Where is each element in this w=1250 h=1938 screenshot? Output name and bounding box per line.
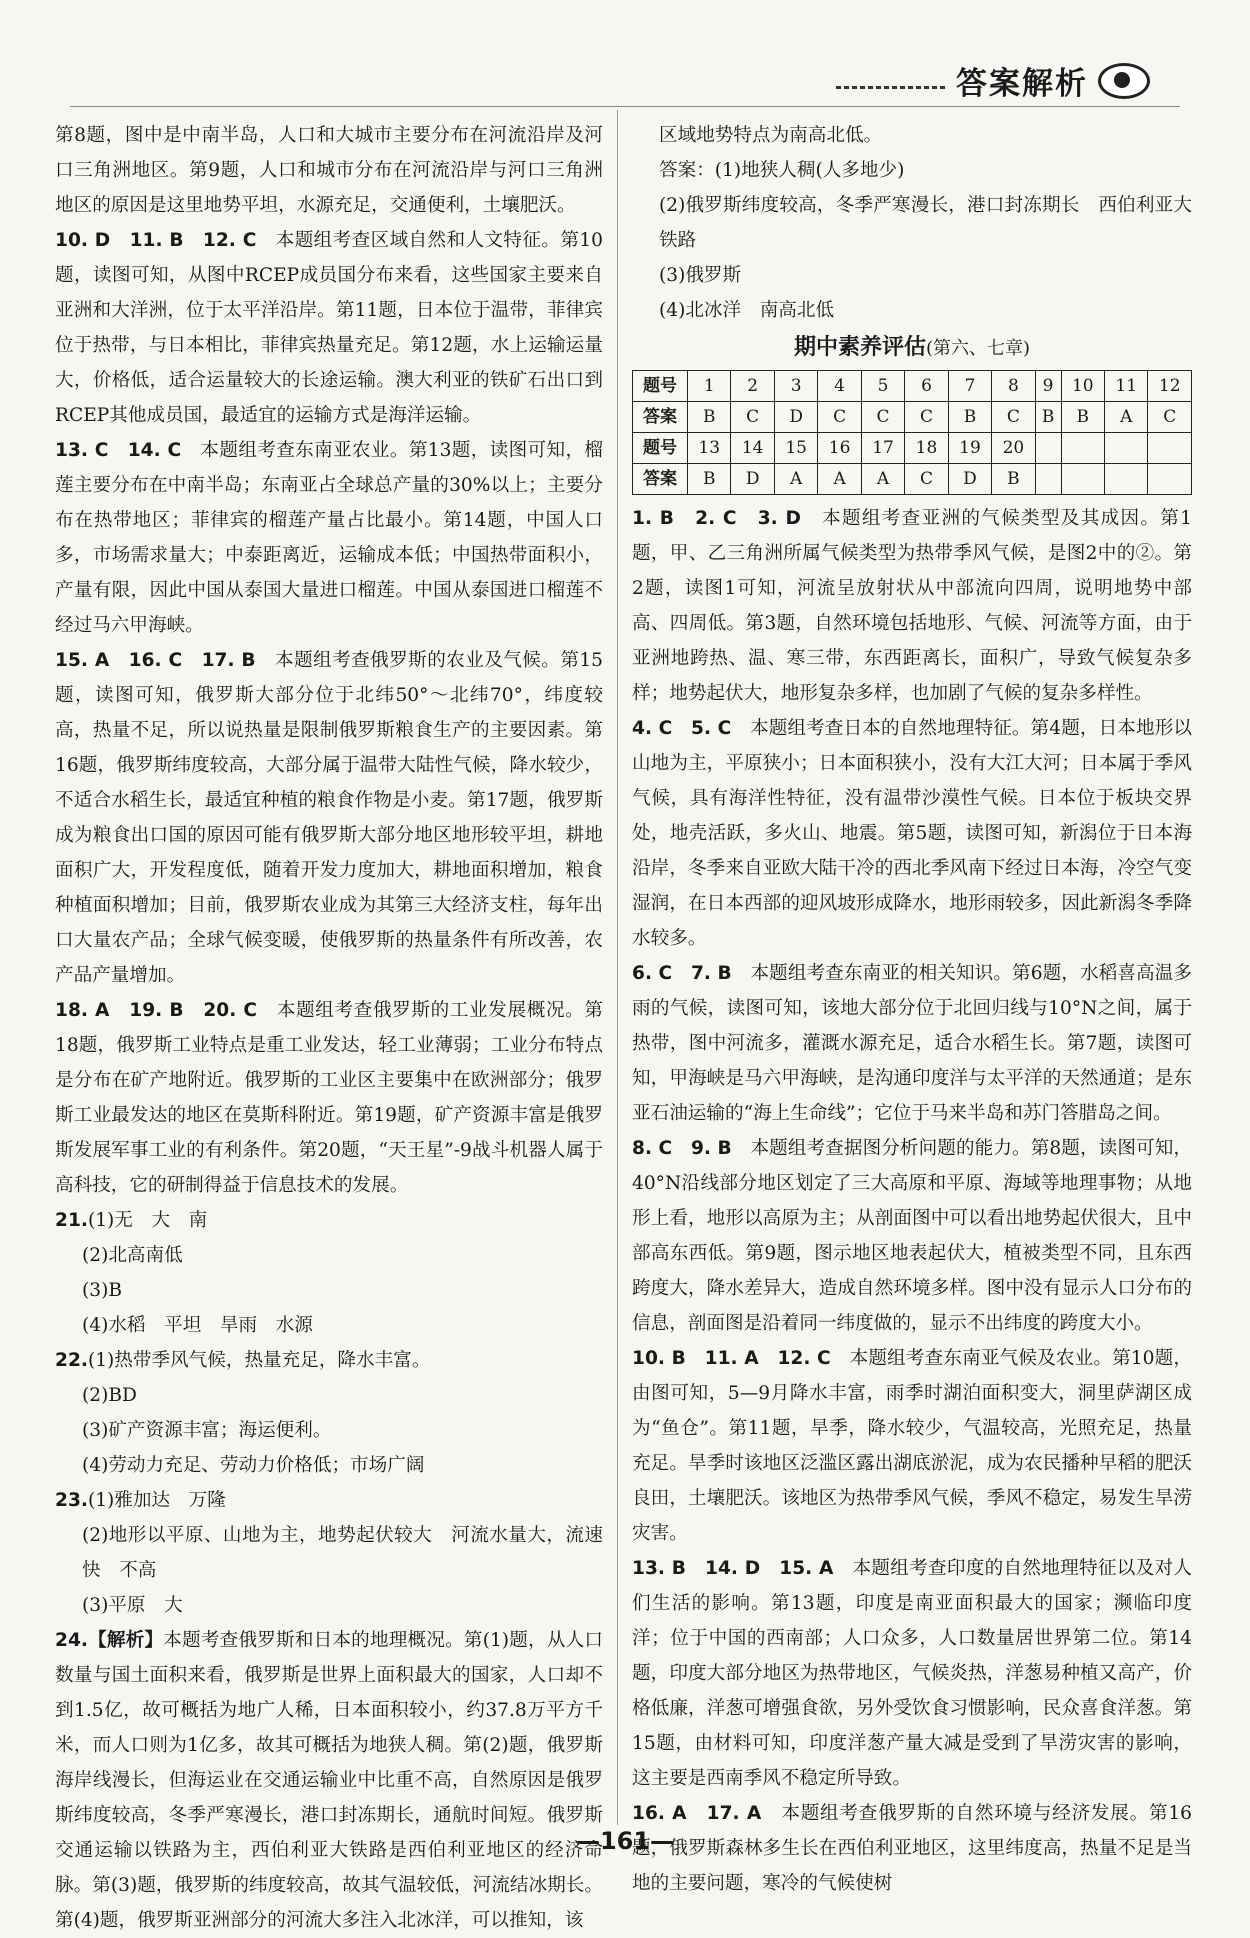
answer-paragraph (632, 153, 1192, 188)
table-cell: C (905, 464, 948, 495)
table-cell: B (1035, 402, 1061, 433)
answer-text: (2)BD (82, 1385, 137, 1406)
table-cell: C (861, 402, 904, 433)
right-column (632, 118, 1192, 1901)
answer-text: 本题组考查俄罗斯的工业发展概况。第18题，俄罗斯工业特点是重工业发达，轻工业薄弱；工业分布特点是分布在矿产地附近。俄罗斯的工业区主要集中在欧洲部分；俄罗斯工业最发达的地区在莫斯科附近。第19题，矿产资源丰富是俄罗斯发展军事工业的有利条件。第20题，“天王星”-9战斗机器人属于高科技，它的研制得益于信息技术的发展。 (55, 1000, 603, 1196)
question-number: 16. A 17. A (632, 1803, 762, 1824)
answer-text: 本题组考查东南亚气候及农业。第10题，由图可知，5—9月降水丰富，雨季时湖泊面积变大，洞里萨湖区成为“鱼仓”。第11题，旱季，降水较少，气温较高，光照充足，热量充足。旱季时该地区泛滥区露出湖底淤泥，成为农民播种早稻的肥沃良田，土壤肥沃。该地区为热带季风气候，季风不稳定，易发生旱涝灾害。 (632, 1348, 1192, 1544)
answer-table (632, 370, 1192, 495)
header-decoration (836, 86, 946, 89)
column-divider (617, 110, 618, 1825)
table-cell (1035, 464, 1061, 495)
table-cell: C (731, 402, 774, 433)
table-cell: C (905, 402, 948, 433)
question-number: 22. (55, 1350, 88, 1371)
table-cell: 14 (731, 433, 774, 464)
question-number: 10. B 11. A 12. C (632, 1348, 831, 1369)
table-row (633, 464, 1192, 495)
answer-paragraph (632, 293, 1192, 328)
answer-paragraph (55, 1588, 603, 1623)
answer-paragraph (55, 223, 603, 433)
table-cell: A (818, 464, 861, 495)
question-number: 21. (55, 1210, 88, 1231)
table-cell: 5 (861, 371, 904, 402)
answer-text: (1)雅加达 万隆 (87, 1490, 226, 1511)
table-cell: C (818, 402, 861, 433)
table-cell: C (1148, 402, 1192, 433)
table-cell: B (992, 464, 1035, 495)
answer-paragraph (55, 1238, 603, 1273)
answer-paragraph (55, 433, 603, 643)
table-cell: 18 (905, 433, 948, 464)
table-cell: B (688, 464, 731, 495)
answer-paragraph (632, 711, 1192, 956)
table-cell: B (948, 402, 991, 433)
answer-text: (3)俄罗斯 (659, 265, 742, 286)
table-cell: 10 (1061, 371, 1104, 402)
question-number: 18. A 19. B 20. C (55, 1000, 258, 1021)
answer-text: 本题组考查据图分析问题的能力。第8题，读图可知，40°N沿线部分地区划定了三大高原和平原、海域等地理事物；从地形上看，地形以高原为主；从剖面图中可以看出地势起伏很大，且中部高东西低。第9题，图示地区地表起伏大，植被类型不同，且东西跨度大，降水差异大，造成自然环境多样。图中没有显示人口分布的信息，剖面图是沿着同一纬度做的，显示不出纬度的跨度大小。 (632, 1138, 1192, 1334)
table-cell: 7 (948, 371, 991, 402)
table-cell (1104, 464, 1147, 495)
question-number: 24.【解析】 (55, 1630, 164, 1651)
page-header (836, 58, 1150, 103)
table-cell (1148, 464, 1192, 495)
answer-paragraph (55, 1378, 603, 1413)
question-number: 13. B 14. D 15. A (632, 1558, 834, 1579)
left-column (55, 118, 603, 1938)
answer-text: 本题组考查东南亚的相关知识。第6题，水稻喜高温多雨的气候，读图可知，该地大部分位于北回归线与10°N之间，属于热带，图中河流多，灌溉水源充足，适合水稻生长。第7题，读图可知，甲海峡是马六甲海峡，是沟通印度洋与太平洋的天然通道；是东亚石油运输的“海上生命线”；它位于马来半岛和苏门答腊岛之间。 (632, 963, 1192, 1124)
table-cell: 20 (992, 433, 1035, 464)
page-number: —161— (575, 1827, 675, 1855)
answer-text: 本题组考查俄罗斯的农业及气候。第15题，读图可知，俄罗斯大部分位于北纬50°～北纬70°，纬度较高，热量不足，所以说热量是限制俄罗斯粮食生产的主要因素。第16题，俄罗斯纬度较高，大部分属于温带大陆性气候，降水较少，不适合水稻生长，最适宜种植的粮食作物是小麦。第17题，俄罗斯成为粮食出口国的原因可能有俄罗斯大部分地区地形较平坦，耕地面积广大，开发程度低，随着开发力度加大，耕地面积增加，粮食种植面积增加；目前，俄罗斯农业成为其第三大经济支柱，每年出口大量农产品；全球气候变暖，使俄罗斯的热量条件有所改善，农产品产量增加。 (55, 650, 603, 986)
answer-paragraph (55, 1203, 603, 1238)
row-label: 题号 (633, 371, 688, 402)
answer-text: (1)热带季风气候，热量充足，降水丰富。 (87, 1350, 431, 1371)
table-cell (1061, 464, 1104, 495)
table-row (633, 371, 1192, 402)
answer-paragraph (55, 993, 603, 1203)
header-rule (70, 106, 1180, 107)
table-cell: 19 (948, 433, 991, 464)
question-number: 6. C 7. B (632, 963, 732, 984)
answer-text: (4)北冰洋 南高北低 (659, 300, 835, 321)
answer-text: 本题组考查东南亚农业。第13题，读图可知，榴莲主要分布在中南半岛；东南亚占全球总产量的30%以上；主要分布在热带地区；菲律宾的榴莲产量占比最小。第14题，中国人口多，市场需求量大；中泰距离近，运输成本低；中国热带面积小，产量有限，因此中国从泰国大量进口榴莲。中国从泰国进口榴莲不经过马六甲海峡。 (55, 440, 603, 636)
right-body (632, 501, 1192, 1901)
answer-paragraph (632, 188, 1192, 258)
answer-paragraph (55, 1448, 603, 1483)
question-number: 10. D 11. B 12. C (55, 230, 257, 251)
answer-text: (3)B (82, 1280, 123, 1301)
answer-paragraph (55, 1623, 603, 1938)
table-cell: 16 (818, 433, 861, 464)
answer-text: (2)俄罗斯纬度较高，冬季严寒漫长，港口封冻期长 西伯利亚大铁路 (659, 195, 1192, 251)
answer-text: (2)地形以平原、山地为主，地势起伏较大 河流水量大，流速快 不高 (82, 1525, 603, 1581)
answer-text: 本题考查俄罗斯和日本的地理概况。第(1)题，从人口数量与国土面积来看，俄罗斯是世界上面积最大的国家，人口却不到1.5亿，故可概括为地广人稀，日本面积较小，约37.8万平方千米，而人口则为1亿多，故其可概括为地狭人稠。第(2)题，俄罗斯海岸线漫长，但海运业在交通运输业中比重不高，自然原因是俄罗斯纬度较高，冬季严寒漫长，港口封冻期长，通航时间短。俄罗斯交通运输以铁路为主，西伯利亚大铁路是西伯利亚地区的经济命脉。第(3)题，俄罗斯的纬度较高，故其气温较低，河流结冰期长。第(4)题，俄罗斯亚洲部分的河流大多注入北冰洋，可以推知，该 (55, 1630, 603, 1931)
answer-text: (4)劳动力充足、劳动力价格低；市场广阔 (82, 1455, 425, 1476)
table-cell: A (861, 464, 904, 495)
answer-text: 本题组考查亚洲的气候类型及其成因。第1题，甲、乙三角洲所属气候类型为热带季风气候，是图2中的②。第2题，读图1可知，河流呈放射状从中部流向四周，说明地势中部高、四周低。第3题，自然环境包括地形、气候、河流等方面，由于亚洲地跨热、温、寒三带，东西距离长，面积广，导致气候复杂多样；地势起伏大，地形复杂多样，也加剧了气候的复杂多样性。 (632, 508, 1192, 704)
answer-paragraph (632, 501, 1192, 711)
table-cell (1035, 433, 1061, 464)
answer-text: (4)水稻 平坦 旱雨 水源 (82, 1315, 313, 1336)
table-cell: 6 (905, 371, 948, 402)
table-cell: 9 (1035, 371, 1061, 402)
answer-text: (3)平原 大 (82, 1595, 183, 1616)
table-cell: 12 (1148, 371, 1192, 402)
table-cell: B (1061, 402, 1104, 433)
answer-paragraph (632, 956, 1192, 1131)
table-cell: B (688, 402, 731, 433)
table-cell: 2 (731, 371, 774, 402)
table-cell (1104, 433, 1147, 464)
table-cell: D (948, 464, 991, 495)
table-cell: C (992, 402, 1035, 433)
table-cell: A (774, 464, 817, 495)
table-cell: 15 (774, 433, 817, 464)
answer-text: 本题组考查印度的自然地理特征以及对人们生活的影响。第13题，印度是南亚面积最大的国家；濒临印度洋；位于中国的西南部；人口众多，人口数量居世界第二位。第14题，印度大部分地区为热带地区，气候炎热，洋葱易种植又高产，价格低廉，洋葱可增强食欲，另外受饮食习惯影响，民众喜食洋葱。第15题，由材料可知，印度洋葱产量大减是受到了旱涝灾害的影响，这主要是西南季风不稳定所导致。 (632, 1558, 1192, 1789)
question-number: 4. C 5. C (632, 718, 732, 739)
answer-paragraph (55, 1343, 603, 1378)
answer-paragraph (55, 1273, 603, 1308)
table-cell: D (731, 464, 774, 495)
answer-text: 本题组考查区域自然和人文特征。第10题，读图可知，从图中RCEP成员国分布来看，这些国家主要来自亚洲和大洋洲，位于太平洋沿岸。第11题，日本位于温带，菲律宾位于热带，与日本相比，菲律宾热量充足。第12题，水上运输运量大，价格低，适合运量较大的长途运输。澳大利亚的铁矿石出口到RCEP其他成员国，最适宜的运输方式是海洋运输。 (55, 230, 603, 426)
answer-paragraph (632, 118, 1192, 153)
answer-paragraph (55, 1308, 603, 1343)
answer-paragraph (632, 1131, 1192, 1341)
header-title: 答案解析 (956, 66, 1088, 102)
exam-title: 期中素养评估(第六、七章) (793, 335, 1031, 360)
table-cell: 17 (861, 433, 904, 464)
question-number: 15. A 16. C 17. B (55, 650, 256, 671)
answer-paragraph (55, 1518, 603, 1588)
answer-text: (2)北高南低 (82, 1245, 183, 1266)
answer-text: 区域地势特点为南高北低。 (659, 125, 883, 146)
table-cell: A (1104, 402, 1147, 433)
question-number: 23. (55, 1490, 88, 1511)
table-cell: 13 (688, 433, 731, 464)
answer-paragraph (55, 1413, 603, 1448)
table-row (633, 433, 1192, 464)
table-cell: 3 (774, 371, 817, 402)
answer-text: (3)矿产资源丰富；海运便利。 (82, 1420, 332, 1441)
answer-text: (1)无 大 南 (87, 1210, 208, 1231)
answer-paragraph (55, 1483, 603, 1518)
answer-text: 本题组考查俄罗斯的自然环境与经济发展。第16题，俄罗斯森林多生长在西伯利亚地区，这里纬度高，热量不足是当地的主要问题，寒冷的气候使树 (632, 1803, 1192, 1894)
question-number: 1. B 2. C 3. D (632, 508, 801, 529)
table-cell: D (774, 402, 817, 433)
table-cell: 4 (818, 371, 861, 402)
answer-paragraph (632, 258, 1192, 293)
answer-paragraph (632, 1551, 1192, 1796)
right-top-answers (632, 118, 1192, 328)
row-label: 题号 (633, 433, 688, 464)
answer-text: 答案：(1)地狭人稠(人多地少) (659, 160, 905, 181)
answer-paragraph (55, 643, 603, 993)
question-number: 8. C 9. B (632, 1138, 732, 1159)
answer-text: 第8题，图中是中南半岛，人口和大城市主要分布在河流沿岸及河口三角洲地区。第9题，人口和城市分布在河流沿岸与河口三角洲地区的原因是这里地势平坦，水源充足，交通便利，土壤肥沃。 (55, 125, 603, 216)
row-label: 答案 (633, 464, 688, 495)
table-cell: 1 (688, 371, 731, 402)
answer-paragraph (632, 1341, 1192, 1551)
answer-paragraph (55, 118, 603, 223)
row-label: 答案 (633, 402, 688, 433)
table-cell (1148, 433, 1192, 464)
table-cell: 8 (992, 371, 1035, 402)
eye-logo-icon (1098, 63, 1150, 99)
table-row (633, 402, 1192, 433)
question-number: 13. C 14. C (55, 440, 182, 461)
table-cell (1061, 433, 1104, 464)
table-cell: 11 (1104, 371, 1147, 402)
answer-text: 本题组考查日本的自然地理特征。第4题，日本地形以山地为主，平原狭小；日本面积狭小，没有大江大河；日本属于季风气候，具有海洋性特征，没有温带沙漠性气候。日本位于板块交界处，地壳活跃，多火山、地震。第5题，读图可知，新潟位于日本海沿岸，冬季来自亚欧大陆干冷的西北季风南下经过日本海，冷空气变湿润，在日本西部的迎风坡形成降水，地形雨较多，因此新潟冬季降水较多。 (632, 718, 1192, 949)
